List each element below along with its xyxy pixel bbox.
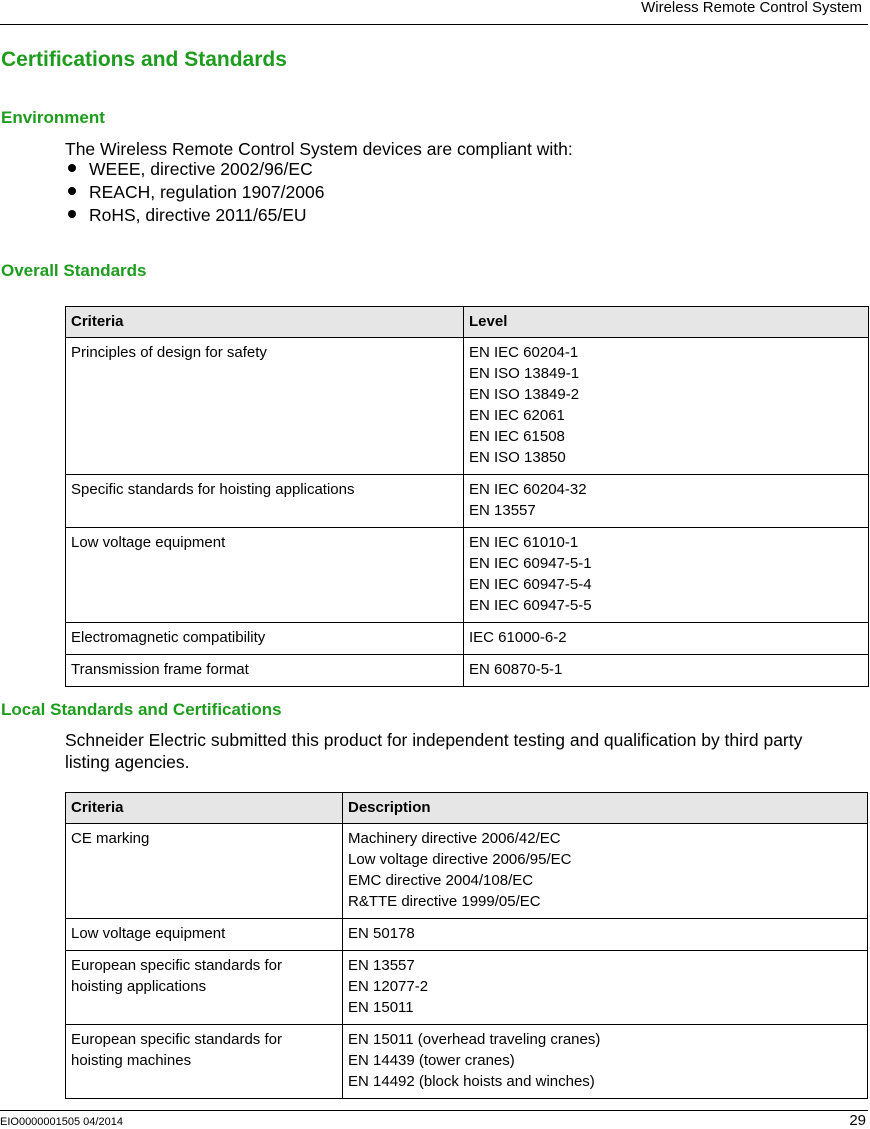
environment-heading: Environment <box>1 108 105 127</box>
level-cell: EN IEC 60204-1 EN ISO 13849-1 EN ISO 13849-2 EN IEC 62061 EN IEC 61508 EN ISO 13850 <box>464 338 869 475</box>
table-row <box>66 1025 868 1099</box>
table-header-row <box>66 307 869 338</box>
footer-divider <box>0 1110 868 1111</box>
criteria-cell: Low voltage equipment <box>66 528 464 623</box>
level-cell: IEC 61000-6-2 <box>464 623 869 655</box>
column-header: Level <box>464 307 869 338</box>
table-row <box>66 951 868 1025</box>
description-cell: EN 50178 <box>343 919 868 951</box>
page-number: 29 <box>849 1112 866 1129</box>
description-cell: EN 15011 (overhead traveling cranes) EN 14439 (tower cranes) EN 14492 (block hoists and winches) <box>343 1025 868 1099</box>
table-header-row <box>66 793 868 824</box>
column-header: Description <box>343 793 868 824</box>
column-header: Criteria <box>66 793 343 824</box>
list-item: REACH, regulation 1907/2006 <box>65 181 324 204</box>
criteria-cell: CE marking <box>66 824 343 919</box>
criteria-cell: European specific standards for hoisting applications <box>66 951 343 1025</box>
bullet-icon <box>68 164 76 172</box>
level-cell: EN 60870-5-1 <box>464 655 869 687</box>
table-row <box>66 623 869 655</box>
document-id: EIO0000001505 04/2014 <box>0 1116 123 1128</box>
local-intro: Schneider Electric submitted this product for independent testing and qualification by third party listing agencies. <box>65 730 803 772</box>
description-cell: Machinery directive 2006/42/EC Low voltage directive 2006/95/EC EMC directive 2004/108/EC R&TTE directive 1999/05/EC <box>343 824 868 919</box>
criteria-cell: Specific standards for hoisting applications <box>66 475 464 528</box>
level-cell: EN IEC 61010-1 EN IEC 60947-5-1 EN IEC 60947-5-4 EN IEC 60947-5-5 <box>464 528 869 623</box>
running-header: Wireless Remote Control System <box>641 0 862 16</box>
overall-standards-table <box>65 306 869 687</box>
bullet-icon <box>68 187 76 195</box>
criteria-cell: Principles of design for safety <box>66 338 464 475</box>
list-item: WEEE, directive 2002/96/EC <box>65 158 324 181</box>
environment-list <box>65 158 324 227</box>
local-standards-table <box>65 792 868 1099</box>
column-header: Criteria <box>66 307 464 338</box>
bullet-icon <box>68 210 76 218</box>
table-row <box>66 528 869 623</box>
local-standards-heading: Local Standards and Certifications <box>1 700 282 719</box>
table-row <box>66 655 869 687</box>
header-divider <box>0 24 868 25</box>
page-title: Certifications and Standards <box>1 48 287 71</box>
criteria-cell: Electromagnetic compatibility <box>66 623 464 655</box>
environment-intro: The Wireless Remote Control System devices are compliant with: <box>65 139 573 159</box>
description-cell: EN 13557 EN 12077-2 EN 15011 <box>343 951 868 1025</box>
level-cell: EN IEC 60204-32 EN 13557 <box>464 475 869 528</box>
criteria-cell: European specific standards for hoisting machines <box>66 1025 343 1099</box>
table-row <box>66 338 869 475</box>
criteria-cell: Low voltage equipment <box>66 919 343 951</box>
table-row <box>66 475 869 528</box>
list-item: RoHS, directive 2011/65/EU <box>65 204 324 227</box>
overall-standards-heading: Overall Standards <box>1 261 147 280</box>
table-row <box>66 824 868 919</box>
table-row <box>66 919 868 951</box>
criteria-cell: Transmission frame format <box>66 655 464 687</box>
